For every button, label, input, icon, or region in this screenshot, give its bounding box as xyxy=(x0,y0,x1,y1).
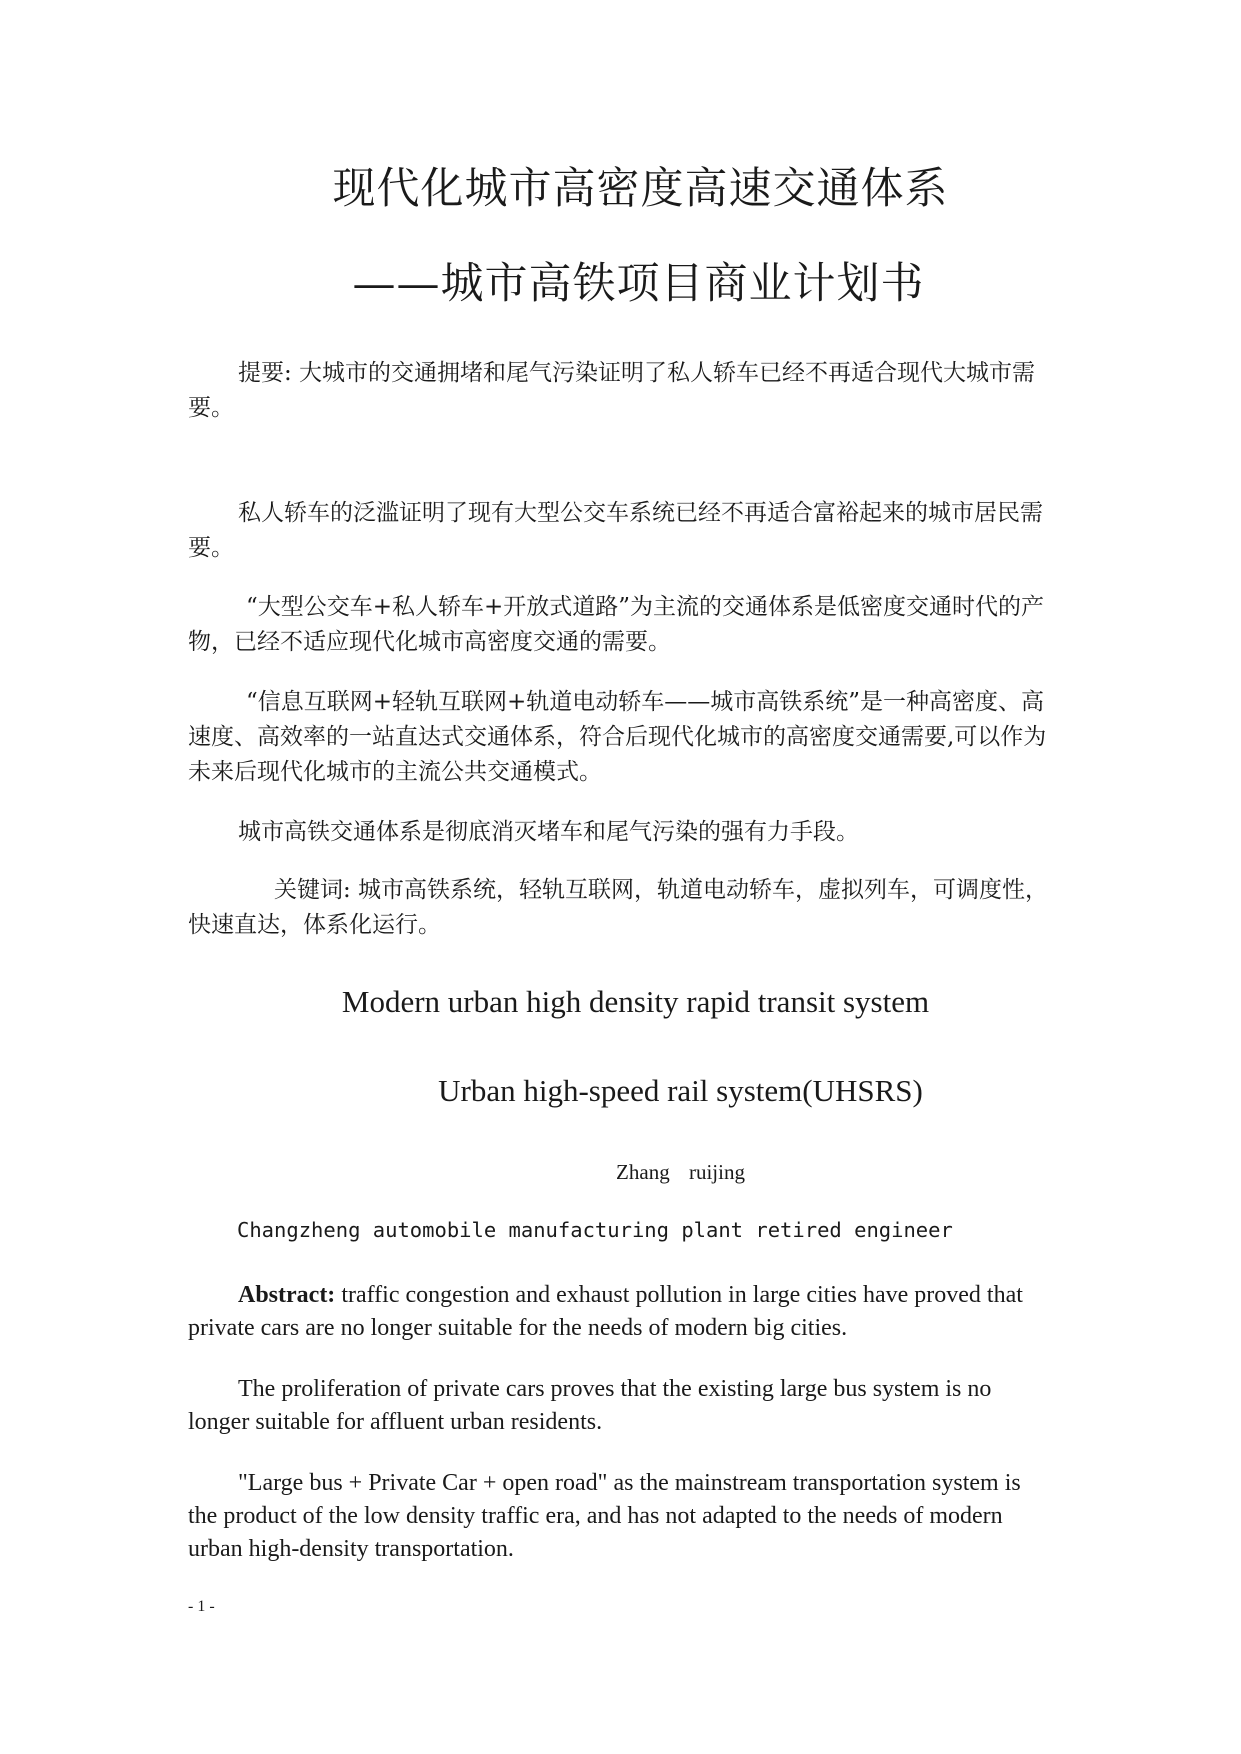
page-number: - 1 - xyxy=(188,1598,215,1615)
english-abstract-paragraph xyxy=(188,1279,1056,1345)
keywords-paragraph: 关键词: 城市高铁系统，轻轨互联网，轨道电动轿车，虚拟列车，可调度性，快速直达，体系化运行。 xyxy=(188,877,1049,938)
cn-paragraph-block-2 xyxy=(188,496,1056,566)
cn-paragraph-4: “信息互联网+轻轨互联网+轨道电动轿车——城市高铁系统”是一种高密度、高速度、高效率的一站直达式交通体系，符合后现代化城市的高密度交通需要,可以作为未来后现代化城市的主流公共交通模式。 xyxy=(188,689,1047,785)
cn-paragraph-2: 私人轿车的泛滥证明了现有大型公交车系统已经不再适合富裕起来的城市居民需要。 xyxy=(188,500,1043,561)
cn-paragraph-block-5 xyxy=(188,815,1056,850)
english-paragraph-block-2 xyxy=(188,1467,1056,1566)
english-title-line-2: Urban high-speed rail system(UHSRS) xyxy=(438,1073,923,1108)
abstract-label: Abstract: xyxy=(238,1282,336,1308)
english-paragraph-1: The proliferation of private cars proves that the existing large bus system is no longer suitable for affluent urban residents. xyxy=(188,1376,992,1435)
abstract-text: traffic congestion and exhaust pollution in large cities have proved that private cars are no longer suitable for the needs of modern big cities. xyxy=(188,1282,1023,1341)
document-title-line-1: 现代化城市高密度高速交通体系 xyxy=(332,164,949,214)
cn-paragraph-1: 提要: 大城市的交通拥堵和尾气污染证明了私人轿车已经不再适合现代大城市需要。 xyxy=(188,360,1036,421)
author-name: Zhang ruijing xyxy=(616,1160,745,1184)
cn-paragraph-block-3 xyxy=(188,590,1056,660)
cn-abstract-paragraph xyxy=(188,356,1056,426)
cn-paragraph-block-4 xyxy=(188,685,1056,790)
document-title-line-2: ——城市高铁项目商业计划书 xyxy=(352,259,925,309)
keywords-block xyxy=(188,873,1056,943)
english-title-line-1: Modern urban high density rapid transit system xyxy=(341,984,930,1019)
english-paragraph-block-1 xyxy=(188,1373,1056,1439)
english-abstract-block xyxy=(188,1279,1056,1345)
english-paragraph-2: "Large bus + Private Car + open road" as the mainstream transportation system is the product of the low density traffic era, and has not adapted to the needs of modern urban high-density transportation. xyxy=(188,1470,1021,1562)
cn-paragraph-3: “大型公交车+私人轿车+开放式道路”为主流的交通体系是低密度交通时代的产物，已经不适应现代化城市高密度交通的需要。 xyxy=(188,594,1045,655)
author-affiliation: Changzheng automobile manufacturing plant retired engineer xyxy=(237,1218,953,1242)
cn-paragraph-5: 城市高铁交通体系是彻底消灭堵车和尾气污染的强有力手段。 xyxy=(238,819,859,845)
